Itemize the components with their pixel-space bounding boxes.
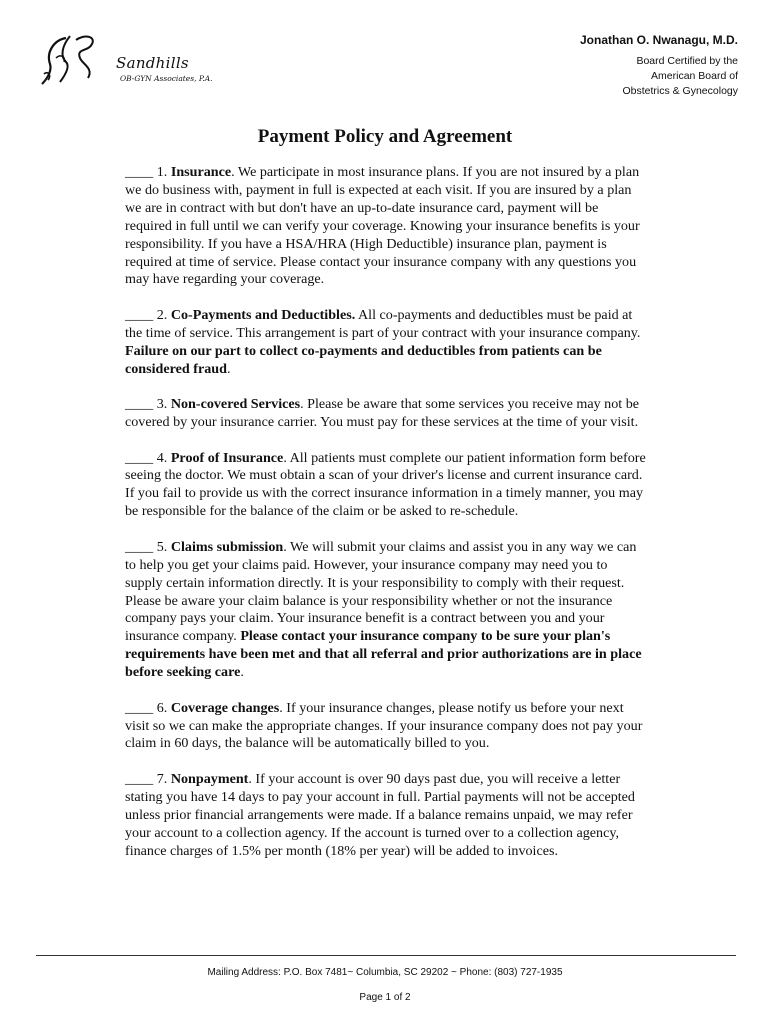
section-heading: Co-Payments and Deductibles. xyxy=(170,306,356,323)
policy-section-claims xyxy=(125,539,647,682)
policy-section-nonpayment xyxy=(125,771,647,861)
practice-logo xyxy=(36,30,213,90)
section-heading: Claims submission xyxy=(170,538,284,555)
section-number: 6. xyxy=(156,699,168,716)
section-body: . We participate in most insurance plans. If you are not insured by a plan we do business with, payment in full is expected at each visit. If you are insured by a plan we are in contract with but don't have an up-to-date insurance card, payment will be required in full until we can verify your coverage. Knowing your insurance benefits is your responsibility. If you have a HSA/HRA (High Deductible) insurance plan, payment is required at time of service. Please contact your insurance company with any questions you may have regarding your coverage. xyxy=(125,164,640,288)
policy-content xyxy=(125,164,647,878)
policy-section-noncovered xyxy=(125,396,647,432)
initial-blank: ____ xyxy=(125,699,154,716)
section-number: 4. xyxy=(156,449,168,466)
section-emphasis: Please contact your insurance company to be sure your plan's requirements have been met and that all referral and prior authorizations are in place before seeking care xyxy=(125,628,642,681)
policy-section-proof-of-insurance xyxy=(125,450,647,522)
initial-blank: ____ xyxy=(125,770,154,787)
initial-blank: ____ xyxy=(125,449,154,466)
doctor-name: Jonathan O. Nwanagu, M.D. xyxy=(579,33,738,47)
credential-line: Obstetrics & Gynecology xyxy=(622,85,738,97)
section-number: 5. xyxy=(156,538,168,555)
logo-subtitle: OB-GYN Associates, P.A. xyxy=(120,74,213,83)
policy-section-coverage-changes xyxy=(125,700,647,754)
section-heading: Non-covered Services xyxy=(170,396,301,413)
doctor-info xyxy=(580,33,738,99)
credential-line: Board Certified by the xyxy=(636,55,738,67)
initial-blank: ____ xyxy=(125,164,154,180)
section-body: . We will submit your claims and assist you in any way we can to help you get your claims paid. However, your insurance company may need you to supply certain information directly. It is your responsibility to comply with their request. Please be aware your claim balance is your responsibility whether or not the insurance company pays your claim. Your insurance benefit is a contract between you and your insurance company. xyxy=(125,538,637,645)
page-number: Page 1 of 2 xyxy=(359,992,411,1003)
logo-name: Sandhills xyxy=(116,54,189,72)
section-heading: Coverage changes xyxy=(170,699,280,716)
section-emphasis: Failure on our part to collect co-payments and deductibles from patients can be considered fraud xyxy=(125,342,602,377)
section-number: 2. xyxy=(156,306,168,323)
footer-address: Mailing Address: P.O. Box 7481~ Columbia, SC 29202 ~ Phone: (803) 727-1935 xyxy=(207,967,563,978)
section-number: 1. xyxy=(156,164,168,180)
policy-section-insurance xyxy=(125,164,647,289)
section-heading: Insurance xyxy=(170,164,232,180)
page-title: Payment Policy and Agreement xyxy=(257,126,513,147)
section-body: . All patients must complete our patient information form before seeing the doctor. We must obtain a scan of your driver's license and current insurance card. If you fail to provide us with the correct insurance information in a timely manner, you may be responsible for the balance of the claim or be asked to re-schedule. xyxy=(125,449,646,520)
section-tail: . xyxy=(226,360,231,377)
section-heading: Proof of Insurance xyxy=(170,449,284,466)
footer-divider xyxy=(36,955,736,956)
section-body: . Please be aware that some services you receive may not be covered by your insurance carrier. You must pay for these services at the time of your visit. xyxy=(125,396,640,431)
section-number: 3. xyxy=(156,396,168,413)
initial-blank: ____ xyxy=(125,306,154,323)
policy-section-copayments xyxy=(125,307,647,379)
section-heading: Nonpayment xyxy=(170,770,249,787)
section-body: . If your account is over 90 days past due, you will receive a letter stating you have 14 days to pay your account in full. Partial payments will not be accepted unless prior financial arrangements were made. If a balance remains unpaid, we may refer your account to a collection agency. If the account is turned over to a collection agency, finance charges of 1.5% per month (18% per year) will be added to invoices. xyxy=(125,770,635,859)
initial-blank: ____ xyxy=(125,538,154,555)
section-number: 7. xyxy=(156,770,168,787)
section-body: . If your insurance changes, please notify us before your next visit so we can make the appropriate changes. If your insurance company does not pay your claim in 60 days, the balance will be automatically billed to you. xyxy=(125,699,643,752)
section-body: All co-payments and deductibles must be paid at the time of service. This arrangement is part of your contract with your insurance company. xyxy=(125,306,641,341)
credential-line: American Board of xyxy=(651,70,738,82)
section-tail: . xyxy=(240,664,244,681)
initial-blank: ____ xyxy=(125,396,154,413)
logo-figure-icon xyxy=(36,30,116,90)
